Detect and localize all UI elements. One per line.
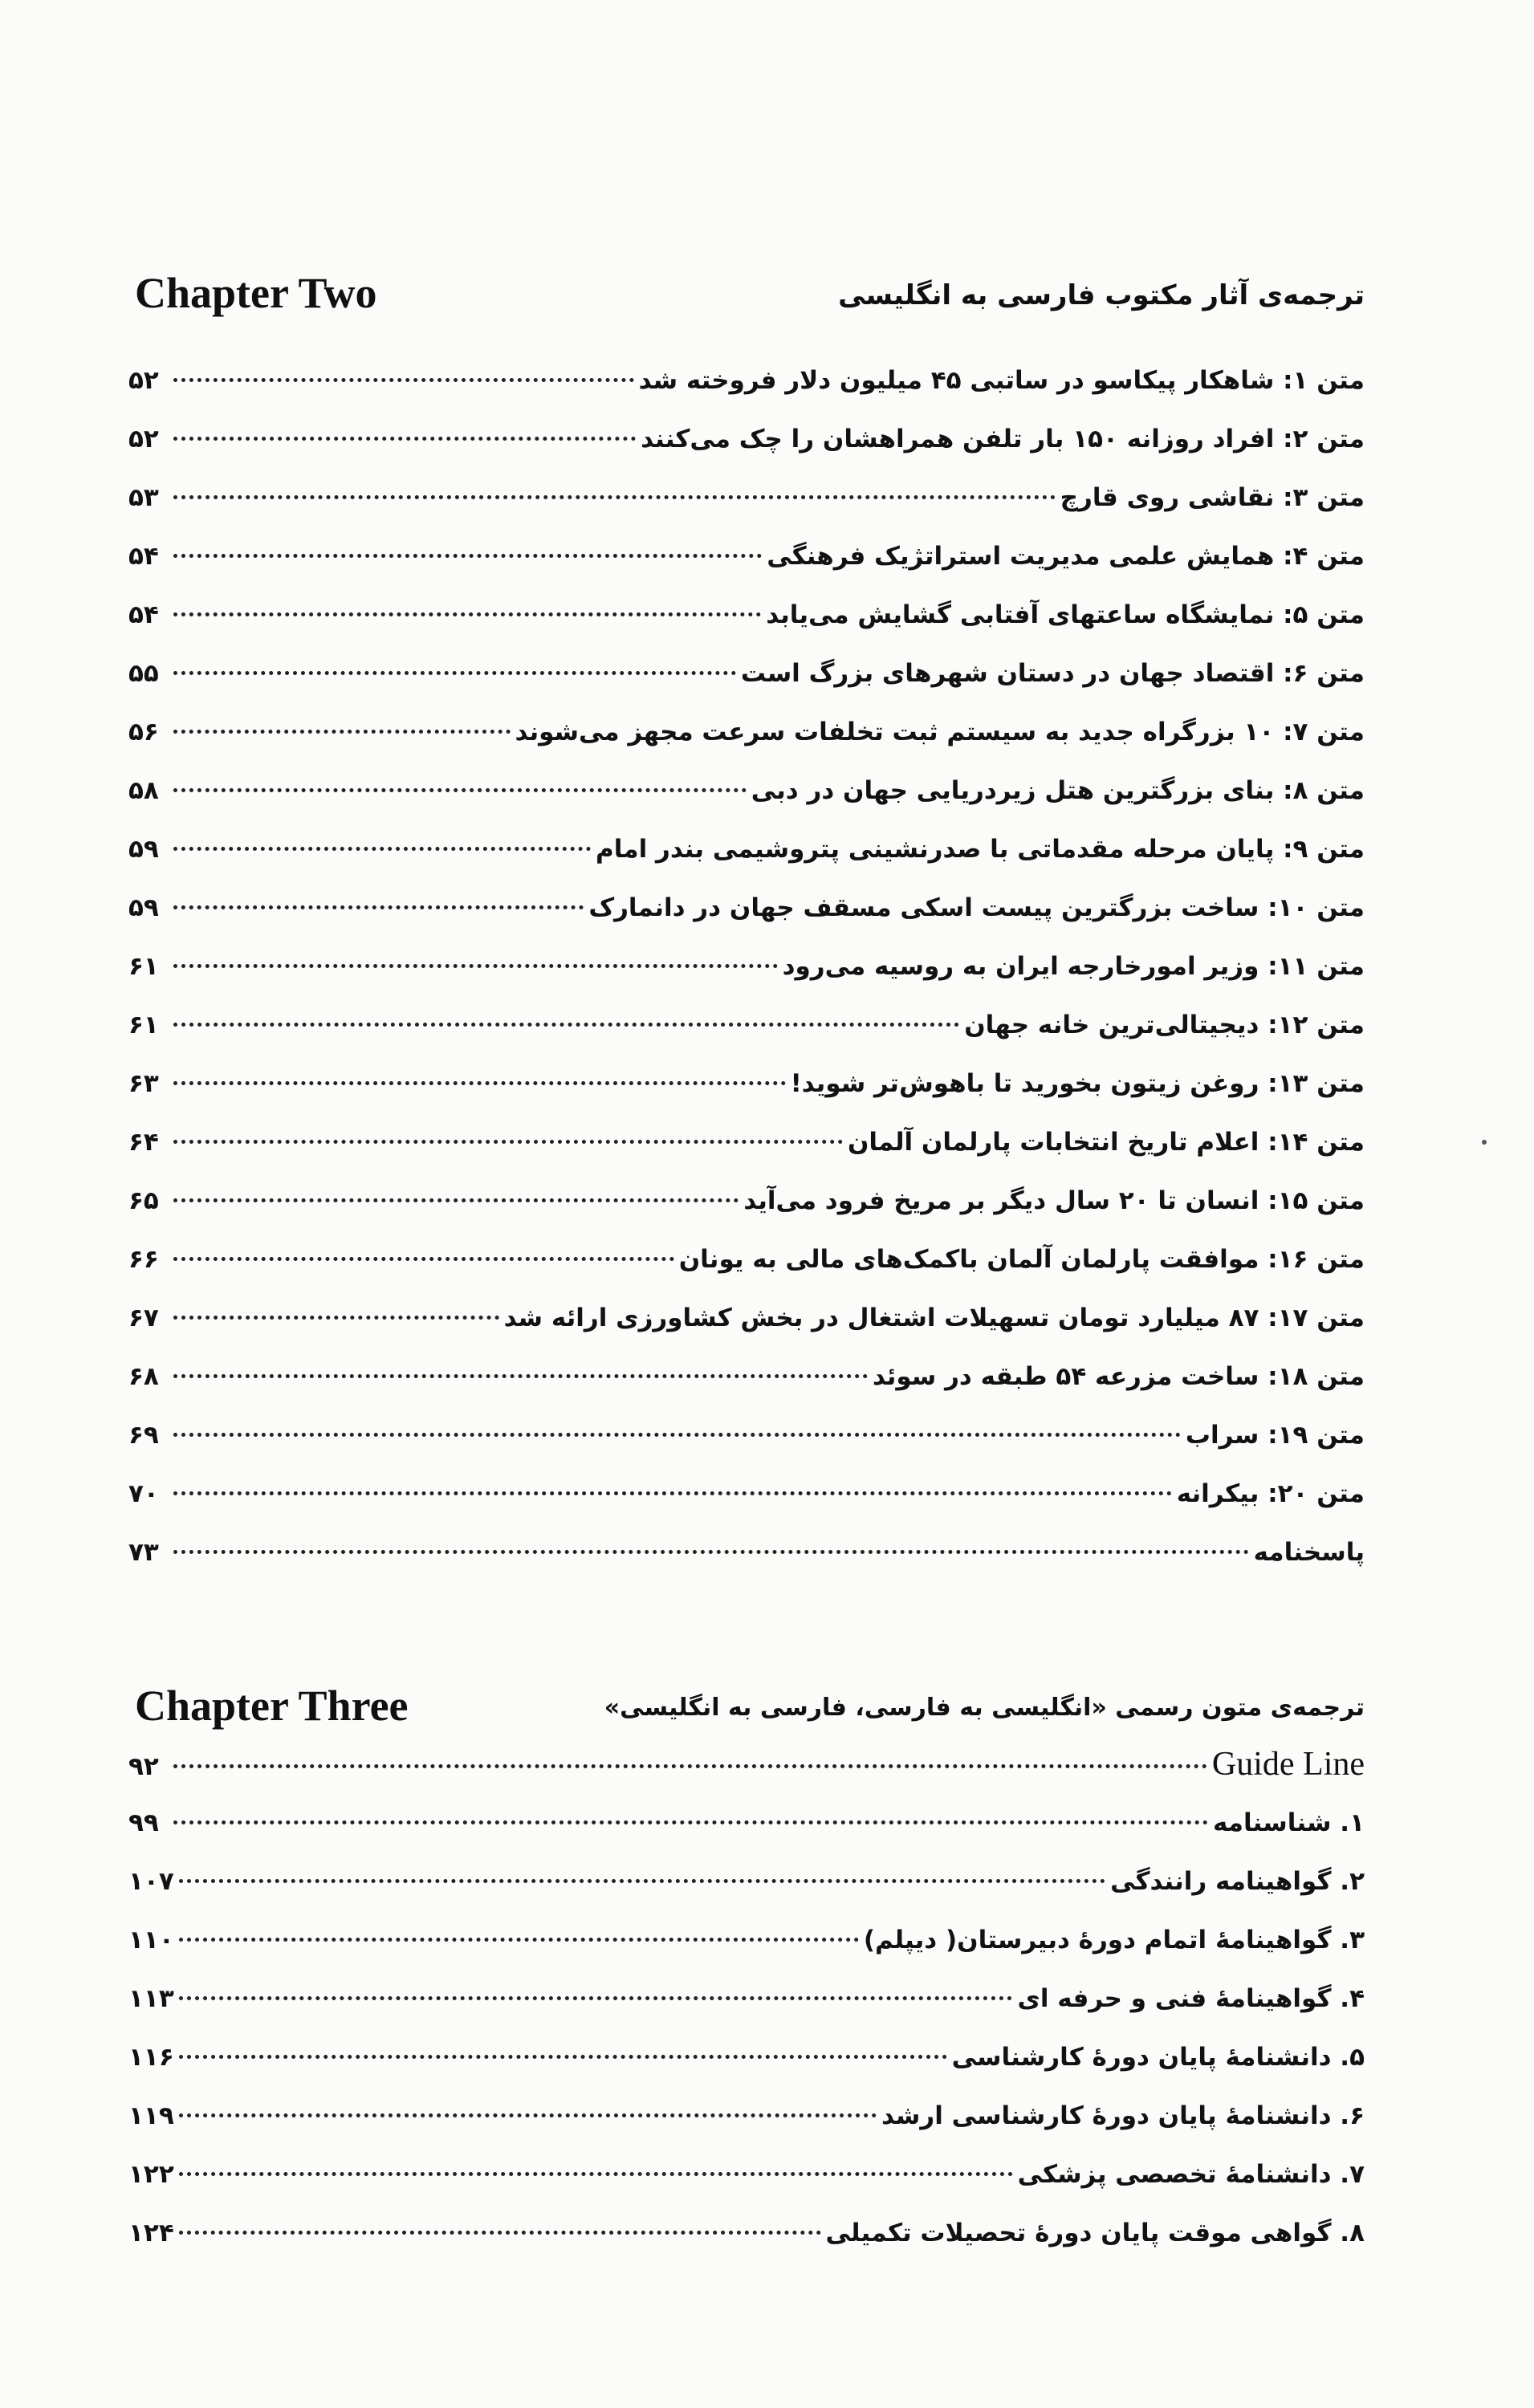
toc-entry-title: متن ۷: ۱۰ بزرگراه جدید به سیستم ثبت تخلفات سرعت مجهز می‌شوند [515, 718, 1365, 746]
dot-leader [173, 671, 736, 675]
dot-leader [173, 1023, 959, 1027]
toc-entry-page: ۱۱۰ [128, 1926, 174, 1954]
toc-entry-title: ۷. دانشنامهٔ تخصصی پزشکی [1017, 2160, 1365, 2189]
toc-entry-page: ۶۸ [128, 1362, 159, 1391]
toc-entry-page: ۵۲ [128, 425, 159, 454]
toc-entry [128, 1465, 1365, 1523]
toc-entry-title: متن ۹: پایان مرحله مقدماتی با صدرنشینی پتروشیمی بندر امام [596, 835, 1365, 864]
toc-entry-title: متن ۸: بنای بزرگترین هتل زیردریایی جهان در دبی [751, 776, 1365, 805]
toc-entry-title: ۴. گواهینامهٔ فنی و حرفه ای [1017, 1984, 1365, 2013]
toc-entry-page: ۱۰۷ [128, 1867, 174, 1896]
toc-entry [128, 879, 1365, 938]
toc-entry-page: ۱۲۴ [128, 2219, 174, 2247]
toc-entry-title: متن ۱۸: ساخت مزرعه ۵۴ طبقه در سوئد [872, 1362, 1365, 1391]
dot-leader [173, 1820, 1208, 1824]
chapter-three-toc [128, 1735, 1365, 2263]
toc-entry [128, 1289, 1365, 1348]
toc-entry-page: ۱۱۹ [128, 2101, 174, 2130]
toc-entry-title: متن ۱۷: ۸۷ میلیارد تومان تسهیلات اشتغال در بخش کشاورزی ارائه شد [503, 1304, 1365, 1332]
toc-entry [128, 2028, 1365, 2087]
toc-entry-title: متن ۴: همایش علمی مدیریت استراتژیک فرهنگی [767, 542, 1365, 571]
toc-entry-title: متن ۱۲: دیجیتالی‌ترین خانه جهان [964, 1011, 1365, 1039]
toc-entry-page: ۶۶ [128, 1245, 159, 1274]
dot-leader [179, 2055, 947, 2059]
toc-entry [128, 1735, 1365, 1794]
dot-leader [179, 1996, 1013, 2000]
toc-entry [128, 938, 1365, 996]
toc-entry [128, 1794, 1365, 1853]
toc-entry [128, 1113, 1365, 1172]
toc-entry-page: ۱۲۲ [128, 2160, 174, 2189]
toc-entry-page: ۷۰ [128, 1479, 159, 1508]
toc-entry-title: متن ۱۳: روغن زیتون بخورید تا باهوش‌تر شوید! [790, 1069, 1365, 1098]
dot-leader [173, 1316, 499, 1320]
toc-entry [128, 1911, 1365, 1970]
chapter-three-header [128, 1678, 1365, 1742]
toc-entry [128, 1970, 1365, 2028]
dot-leader [173, 1257, 674, 1261]
toc-entry [128, 1853, 1365, 1911]
toc-entry-page: ۵۲ [128, 366, 159, 395]
margin-mark [1482, 1140, 1487, 1145]
toc-entry-title: متن ۱۵: انسان تا ۲۰ سال دیگر بر مریخ فرود می‌آید [743, 1186, 1365, 1215]
toc-entry [128, 527, 1365, 586]
chapter-three-section [128, 1678, 1365, 2263]
chapter-three-title-en: Chapter Three [135, 1682, 409, 1730]
toc-entry [128, 645, 1365, 703]
toc-entry-page: ۱۱۳ [128, 1984, 174, 2013]
dot-leader [173, 1491, 1172, 1495]
dot-leader [173, 1081, 786, 1085]
toc-entry [128, 1230, 1365, 1289]
dot-leader [173, 905, 584, 909]
toc-entry-page: ۶۴ [128, 1128, 159, 1157]
dot-leader [173, 1550, 1249, 1554]
dot-leader [179, 2172, 1013, 2176]
toc-entry-page: ۵۶ [128, 718, 159, 746]
toc-entry-title: ۵. دانشنامهٔ پایان دورهٔ کارشناسی [951, 2043, 1365, 2072]
toc-entry [128, 469, 1365, 527]
toc-entry-page: ۷۳ [128, 1538, 159, 1567]
toc-entry-page: ۶۹ [128, 1421, 159, 1450]
toc-entry [128, 410, 1365, 469]
toc-entry-title: متن ۱۶: موافقت پارلمان آلمان باکمک‌های مالی به یونان [678, 1245, 1365, 1274]
toc-entry-title: متن ۶: اقتصاد جهان در دستان شهرهای بزرگ است [740, 659, 1365, 688]
toc-entry-page: ۵۴ [128, 542, 159, 571]
toc-entry-page: ۱۱۶ [128, 2043, 174, 2072]
toc-entry-page: ۹۲ [128, 1752, 159, 1781]
dot-leader [173, 378, 634, 382]
dot-leader [173, 554, 762, 558]
dot-leader [173, 847, 591, 851]
dot-leader [173, 1433, 1181, 1437]
toc-entry [128, 1348, 1365, 1406]
chapter-two-section [128, 265, 1365, 1582]
dot-leader [173, 964, 778, 968]
toc-entry-page: ۶۱ [128, 952, 159, 981]
chapter-three-title-fa: ترجمه‌ی متون رسمی «انگلیسی به فارسی، فارسی به انگلیسی» [604, 1694, 1365, 1722]
toc-entry-title: ۸. گواهی موقت پایان دورهٔ تحصیلات تکمیلی [825, 2219, 1365, 2247]
dot-leader [173, 1764, 1207, 1768]
toc-entry-title: Guide Line [1211, 1746, 1365, 1783]
toc-entry-page: ۵۹ [128, 893, 159, 922]
toc-entry [128, 762, 1365, 820]
toc-entry [128, 1523, 1365, 1582]
toc-entry-title: متن ۱۰: ساخت بزرگترین پیست اسکی مسقف جهان در دانمارک [588, 893, 1365, 922]
toc-entry-title: متن ۲: افراد روزانه ۱۵۰ بار تلفن همراهشان را چک می‌کنند [641, 425, 1365, 454]
toc-entry [128, 996, 1365, 1055]
toc-entry-title: متن ۵: نمایشگاه ساعتهای آفتابی گشایش می‌یابد [766, 600, 1365, 629]
toc-entry-title: ۲. گواهینامه رانندگی [1110, 1867, 1365, 1896]
toc-entry-page: ۶۱ [128, 1011, 159, 1039]
toc-entry-page: ۵۴ [128, 600, 159, 629]
toc-entry [128, 2204, 1365, 2263]
toc-entry [128, 586, 1365, 645]
toc-entry-page: ۵۸ [128, 776, 159, 805]
dot-leader [179, 1879, 1105, 1883]
dot-leader [173, 495, 1056, 499]
chapter-two-header [128, 265, 1365, 329]
dot-leader [179, 1938, 859, 1942]
dot-leader [173, 788, 747, 792]
toc-entry [128, 2087, 1365, 2146]
toc-entry-page: ۶۳ [128, 1069, 159, 1098]
dot-leader [173, 1198, 739, 1202]
toc-entry [128, 1055, 1365, 1113]
chapter-two-toc [128, 352, 1365, 1582]
dot-leader [173, 437, 636, 441]
toc-entry [128, 2146, 1365, 2204]
dot-leader [173, 1140, 843, 1144]
toc-entry [128, 1172, 1365, 1230]
toc-entry-title: ۱. شناسنامه [1212, 1808, 1365, 1837]
dot-leader [179, 2113, 877, 2117]
toc-entry-title: ۳. گواهینامهٔ اتمام دورهٔ دبیرستان( دیپلم) [863, 1926, 1365, 1954]
toc-entry-title: متن ۲۰: بیکرانه [1176, 1479, 1365, 1508]
toc-entry-title: متن ۱: شاهکار پیکاسو در ساتبی ۴۵ میلیون دلار فروخته شد [638, 366, 1365, 395]
chapter-two-title-fa: ترجمه‌ی آثار مکتوب فارسی به انگلیسی [838, 279, 1365, 311]
toc-entry-title: پاسخنامه [1253, 1538, 1365, 1567]
chapter-two-title-en: Chapter Two [135, 269, 377, 317]
toc-entry-page: ۹۹ [128, 1808, 159, 1837]
toc-entry-page: ۶۵ [128, 1186, 159, 1215]
dot-leader [179, 2231, 821, 2235]
toc-entry-title: متن ۱۴: اعلام تاریخ انتخابات پارلمان آلمان [847, 1128, 1365, 1157]
dot-leader [173, 730, 511, 734]
toc-entry-title: متن ۳: نقاشی روی قارچ [1060, 483, 1365, 512]
toc-entry [128, 352, 1365, 410]
toc-entry-page: ۵۹ [128, 835, 159, 864]
dot-leader [173, 612, 761, 616]
toc-entry [128, 820, 1365, 879]
toc-entry-title: متن ۱۹: سراب [1185, 1421, 1365, 1450]
toc-entry-page: ۵۵ [128, 659, 159, 688]
toc-entry-title: متن ۱۱: وزیر امورخارجه ایران به روسیه می‌رود [782, 952, 1365, 981]
toc-entry-page: ۶۷ [128, 1304, 159, 1332]
toc-entry-title: ۶. دانشنامهٔ پایان دورهٔ کارشناسی ارشد [881, 2101, 1365, 2130]
toc-entry-page: ۵۳ [128, 483, 159, 512]
dot-leader [173, 1374, 868, 1378]
toc-entry [128, 703, 1365, 762]
toc-entry [128, 1406, 1365, 1465]
